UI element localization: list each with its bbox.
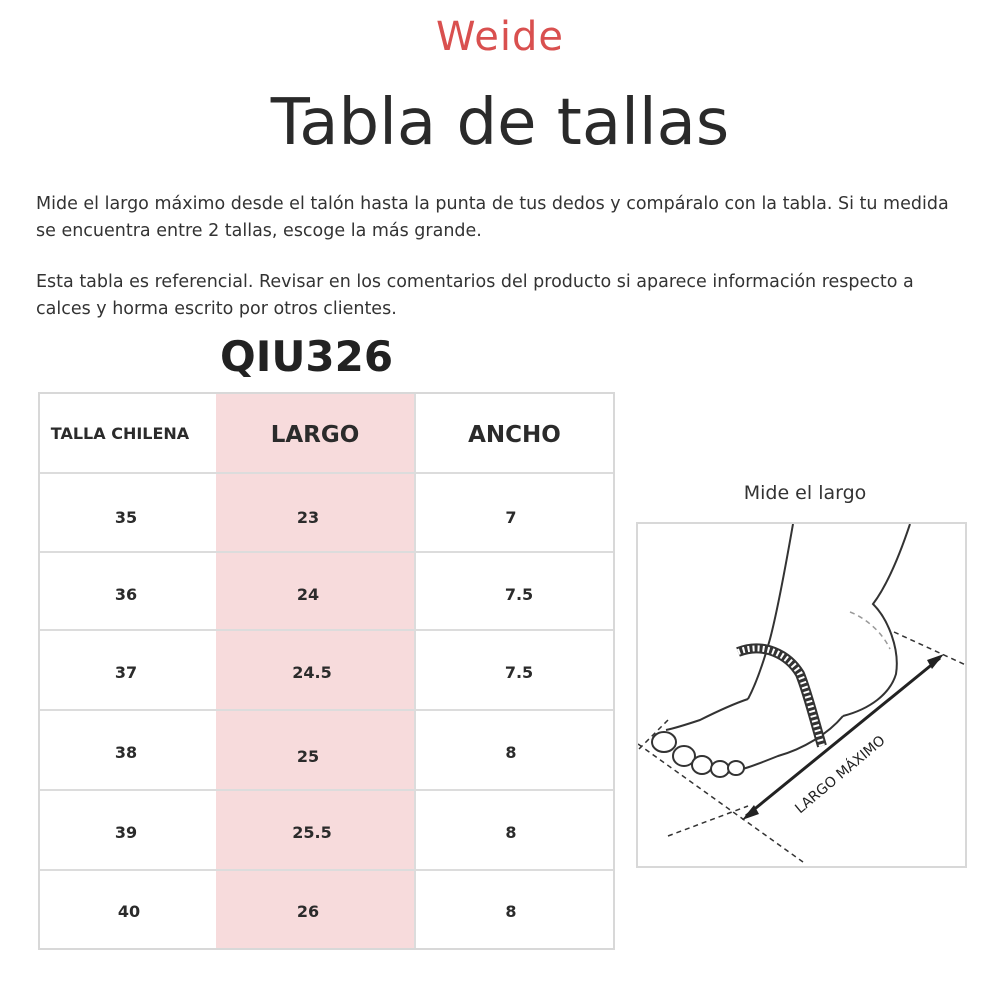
cell-talla: 40: [117, 902, 141, 921]
row-divider: [40, 551, 613, 553]
toe-1: [652, 732, 676, 752]
cell-ancho: 7.5: [504, 663, 534, 682]
cell-talla: 38: [114, 743, 138, 762]
cell-talla: 39: [114, 823, 138, 842]
cell-ancho: 7: [505, 508, 517, 527]
header-ancho: ANCHO: [468, 422, 561, 448]
measure-arrow-line: [746, 658, 940, 816]
dashed-guide-left: [668, 806, 748, 836]
cell-ancho: 8: [505, 823, 517, 842]
row-divider: [40, 869, 613, 871]
cell-ancho: 8: [505, 902, 517, 921]
cell-largo: 25.5: [292, 823, 332, 842]
row-divider: [40, 709, 613, 711]
toe-3: [692, 756, 712, 774]
row-divider: [40, 789, 613, 791]
disclaimer-paragraph: Esta tabla es referencial. Revisar en los comentarios del producto si aparece información respecto a calces y horma escrito por otros clientes.: [36, 272, 914, 319]
header-talla: TALLA CHILENA: [50, 424, 190, 443]
row-divider: [40, 629, 613, 631]
cell-talla: 35: [114, 508, 138, 527]
cell-ancho: 8: [505, 743, 517, 762]
foot-drawing: [638, 524, 965, 866]
intro-paragraph: Mide el largo máximo desde el talón hasta la punta de tus dedos y compáralo con la tabla. Si tu medida se encuentra entre 2 tallas, escoge la más grande.: [36, 194, 949, 241]
measure-label: LARGO MÁXIMO: [792, 732, 889, 818]
cell-largo: 23: [296, 508, 320, 527]
cell-ancho: 7.5: [504, 585, 534, 604]
cell-largo: 25: [296, 747, 320, 766]
header-largo: LARGO: [270, 422, 360, 448]
page-title: Tabla de tallas: [270, 86, 730, 160]
toe-5: [728, 761, 744, 775]
brand-logo: Weide: [436, 14, 564, 60]
leg-front-line: [748, 524, 793, 699]
cell-largo: 24.5: [292, 663, 332, 682]
sandal-strap-texture: [738, 648, 822, 746]
foot-top-line: [666, 699, 748, 730]
leg-back-line: [843, 524, 910, 716]
cell-talla: 37: [114, 663, 138, 682]
model-code: QIU326: [220, 332, 394, 381]
cell-largo: 26: [296, 902, 320, 921]
foot-measure-illustration: [636, 522, 967, 868]
cell-talla: 36: [114, 585, 138, 604]
cell-largo: 24: [296, 585, 320, 604]
toe-4: [711, 761, 729, 777]
size-table: [38, 392, 615, 950]
illustration-caption: Mide el largo: [743, 482, 867, 504]
row-divider: [40, 472, 613, 474]
